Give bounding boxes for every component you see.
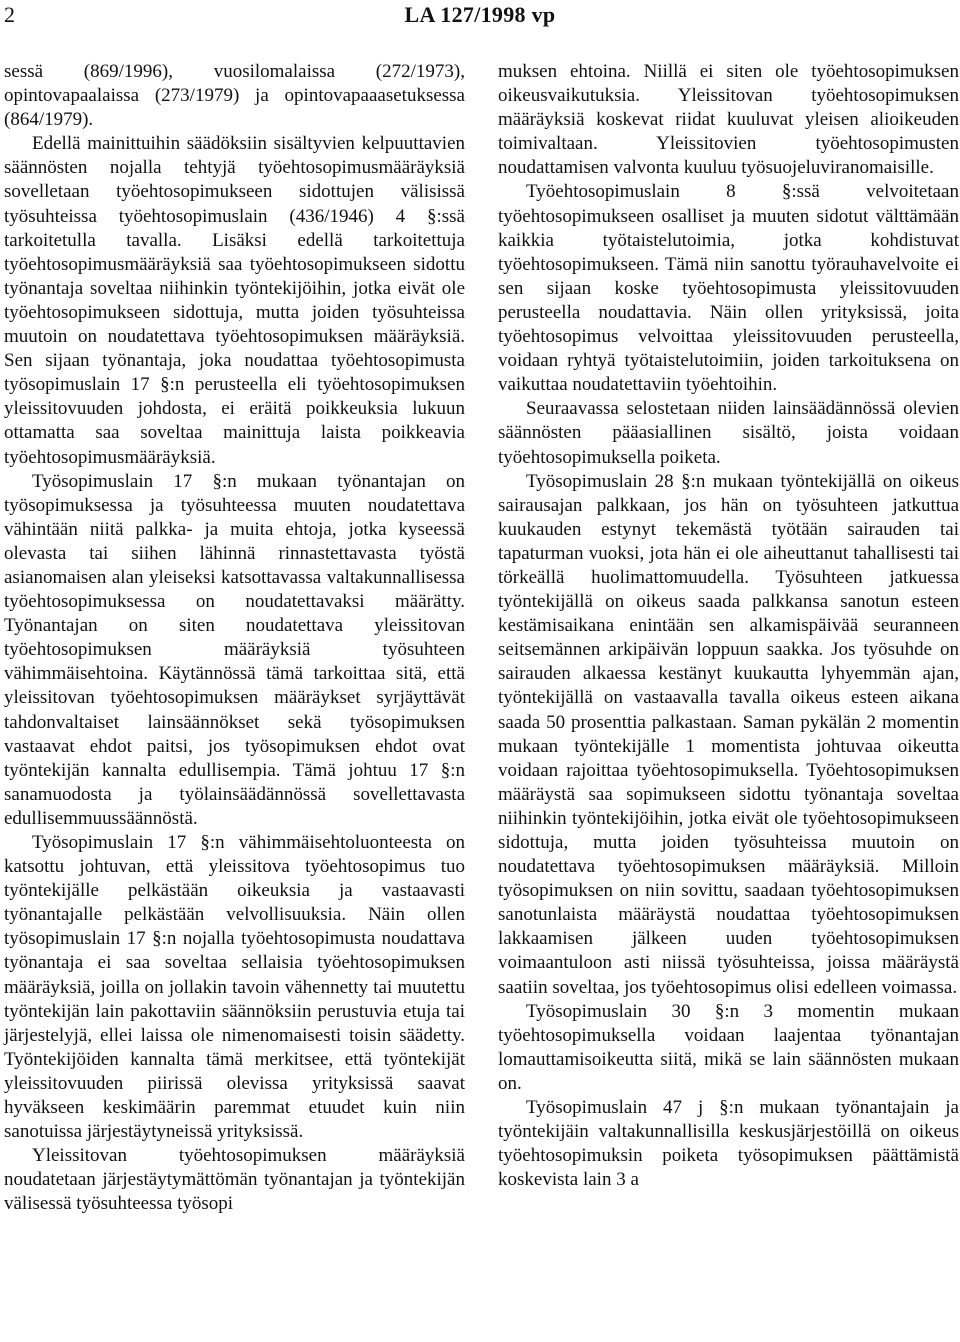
paragraph: Seuraavassa selostetaan niiden lainsäädännössä olevien säännösten pääasiallinen sisältö, joista voidaan työehtosopimuksella poiketa. — [498, 398, 959, 468]
right-column — [498, 60, 959, 1192]
paragraph: Edellä mainittuihin säädöksiin sisältyvien kelpuuttavien säännösten nojalla tehtyjä työehtosopimusmääräyksiä sovelletaan työehtosopimukseen sidottujen välisissä työsuhteissa työehtosopimuslain (436/1946) 4 §:ssä tarkoitetulla tavalla. Lisäksi edellä tarkoitettuja työehtosopimusmääräyksiä saa työehtosopimukseen sidottu työnantaja soveltaa niihinkin työntekijöihin, jotka eivät ole työehtosopimukseen sidottuja, mutta joiden työsuhteissa muutoin on noudatettava työehtosopimuksen määräyksiä. Sen sijaan työnantaja, joka noudattaa työehtosopimusta työsopimuslain 17 §:n perusteella eli työehtosopimuksen yleissitovuuden johdosta, ei eräitä poikkeuksia lukuun ottamatta saa soveltaa mainittuja laista poikkeavia työehtosopimusmääräyksiä. — [4, 133, 465, 468]
paragraph: Työsopimuslain 17 §:n vähimmäisehtoluonteesta on katsottu johtuvan, että yleissitova työehtosopimus tuo työntekijälle pelkästään oikeuksia ja vastaavasti työnantajalle pelkästään velvollisuuksia. Näin ollen työsopimuslain 17 §:n nojalla työehtosopimusta noudattava työnantaja ei saa soveltaa sellaisia työehtosopimuksen määräyksiä, joilla on jollakin tavoin vähennetty tai muutettu työntekijän lain pakottaviin säännöksiin perustuvia etuja tai järjestelyjä, ellei laissa ole nimenomaisesti toisin säädetty. Työntekijöiden kannalta tämä merkitsee, että työntekijät yleissitovuuden piirissä olevissa yrityksissä saavat hyväkseen keskimäärin paremmat etuudet kuin niin sanotuissa järjestäytyneissä yrityksissä. — [4, 832, 465, 1143]
page-header — [0, 2, 960, 32]
paragraph: Yleissitovan työehtosopimuksen määräyksiä noudatetaan järjestäytymättömän työnantajan ja työntekijän välisessä työsuhteessa työsopi — [4, 1145, 465, 1215]
left-column — [4, 60, 465, 1217]
page-number: 2 — [4, 2, 15, 27]
paragraph: sessä (869/1996), vuosilomalaissa (272/1973), opintovapaalaissa (273/1979) ja opintovapaaasetuksessa (864/1979). — [4, 61, 465, 131]
paragraph: muksen ehtoina. Niillä ei siten ole työehtosopimuksen oikeusvaikutuksia. Yleissitovan työehtosopimuksen määräyksiä koskevat riidat kuuluvat yleisen alioikeuden toimivaltaan. Yleissitovien työehtosopimusten noudattamisen valvonta kuuluu työsuojeluviranomaisille. — [498, 61, 959, 179]
paragraph: Työsopimuslain 17 §:n mukaan työnantajan on työsopimuksessa ja työsuhteessa muuten noudatettava vähintään niitä palkka- ja muita ehtoja, jotka kyseessä olevasta tai siihen lähinnä rinnastettavasta työstä asianomaisen alan yleiseksi katsottavassa valtakunnallisessa työehtosopimuksessa on noudatettavaksi määrätty. Työnantajan on siten noudatettava yleissitovan työehtosopimuksen määräyksiä työsuhteen vähimmäisehtoina. Käytännössä tämä tarkoittaa sitä, että yleissitovan työehtosopimuksen määräykset syrjäyttävät tahdonvaltaiset lainsäännökset sekä työsopimuksen vastaavat ehdot paitsi, jos työsopimuksen ehdot ovat työntekijän kannalta edullisempia. Tämä johtuu 17 §:n sanamuodosta ja työlainsäädännössä sovellettavasta edullisemmuussäännöstä. — [4, 470, 465, 829]
document-id: LA 127/1998 vp — [404, 2, 556, 27]
paragraph: Työsopimuslain 28 §:n mukaan työntekijällä on oikeus sairausajan palkkaan, jos hän on työsuhteen jatkuttua kuukauden estynyt tekemästä työtään sairauden tai tapaturman vuoksi, jota hän ei ole aiheuttanut tahallisesti tai törkeällä huolimattomuudella. Työsuhteen jatkuessa työntekijällä on oikeus saada palkkansa sanotun esteen kestämisaikana enintään sen alkamispäivää seuranneen seitsemännen arkipäivän loppuun saakka. Jos työsuhde on sairauden alkaessa kestänyt kuukautta lyhyemmän ajan, työntekijällä on vastaavalla tavalla oikeus esteen aikana saada 50 prosenttia palkastaan. Saman pykälän 2 momentin mukaan työntekijälle 1 momentista johtuvaa oikeutta voidaan rajoittaa työehtosopimuksella. Työehtosopimuksen määräystä saa sopimukseen sidottu työnantaja soveltaa niihinkin työntekijöihin, jotka eivät ole työehtosopimukseen sidottuja, mutta joiden työsuhteissa muutoin on noudatettava työehtosopimuksen määräyksiä. Milloin työsopimuksen on niin sovittu, saadaan työehtosopimuksen sanotunlaista määräystä noudattaa työehtosopimuksen lakkaamisen jälkeen uuden työehtosopimuksen voimaantuloon asti niissä työsuhteissa, joissa määräystä saatiin soveltaa, jos työehtosopimus olisi edelleen voimassa. — [498, 470, 959, 998]
paragraph: Työsopimuslain 30 §:n 3 momentin mukaan työehtosopimuksella voidaan laajentaa työnantajan lomauttamisoikeutta siitä, mikä se lain säännösten mukaan on. — [498, 1000, 959, 1094]
paragraph: Työehtosopimuslain 8 §:ssä velvoitetaan työehtosopimukseen osalliset ja muuten sidotut välttämään kaikkia työtaistelutoimia, jotka kohdistuvat työehtosopimukseen. Tämä niin sanottu työrauhavelvoite ei sen sijaan koske työehtosopimusta yleissitovuuden perusteella noudattavia. Näin ollen yrityksissä, joita työehtosopimus velvoittaa yleissitovuuden perusteella, voidaan ryhtyä työtaistelutoimiin, joiden tarkoituksena on vaikuttaa noudatettaviin työehtoihin. — [498, 181, 959, 396]
paragraph: Työsopimuslain 47 j §:n mukaan työnantajain ja työntekijäin valtakunnallisilla keskusjärjestöillä on oikeus työehtosopimuksin poiketa työsopimuksen päättämistä koskevista lain 3 a — [498, 1097, 959, 1191]
